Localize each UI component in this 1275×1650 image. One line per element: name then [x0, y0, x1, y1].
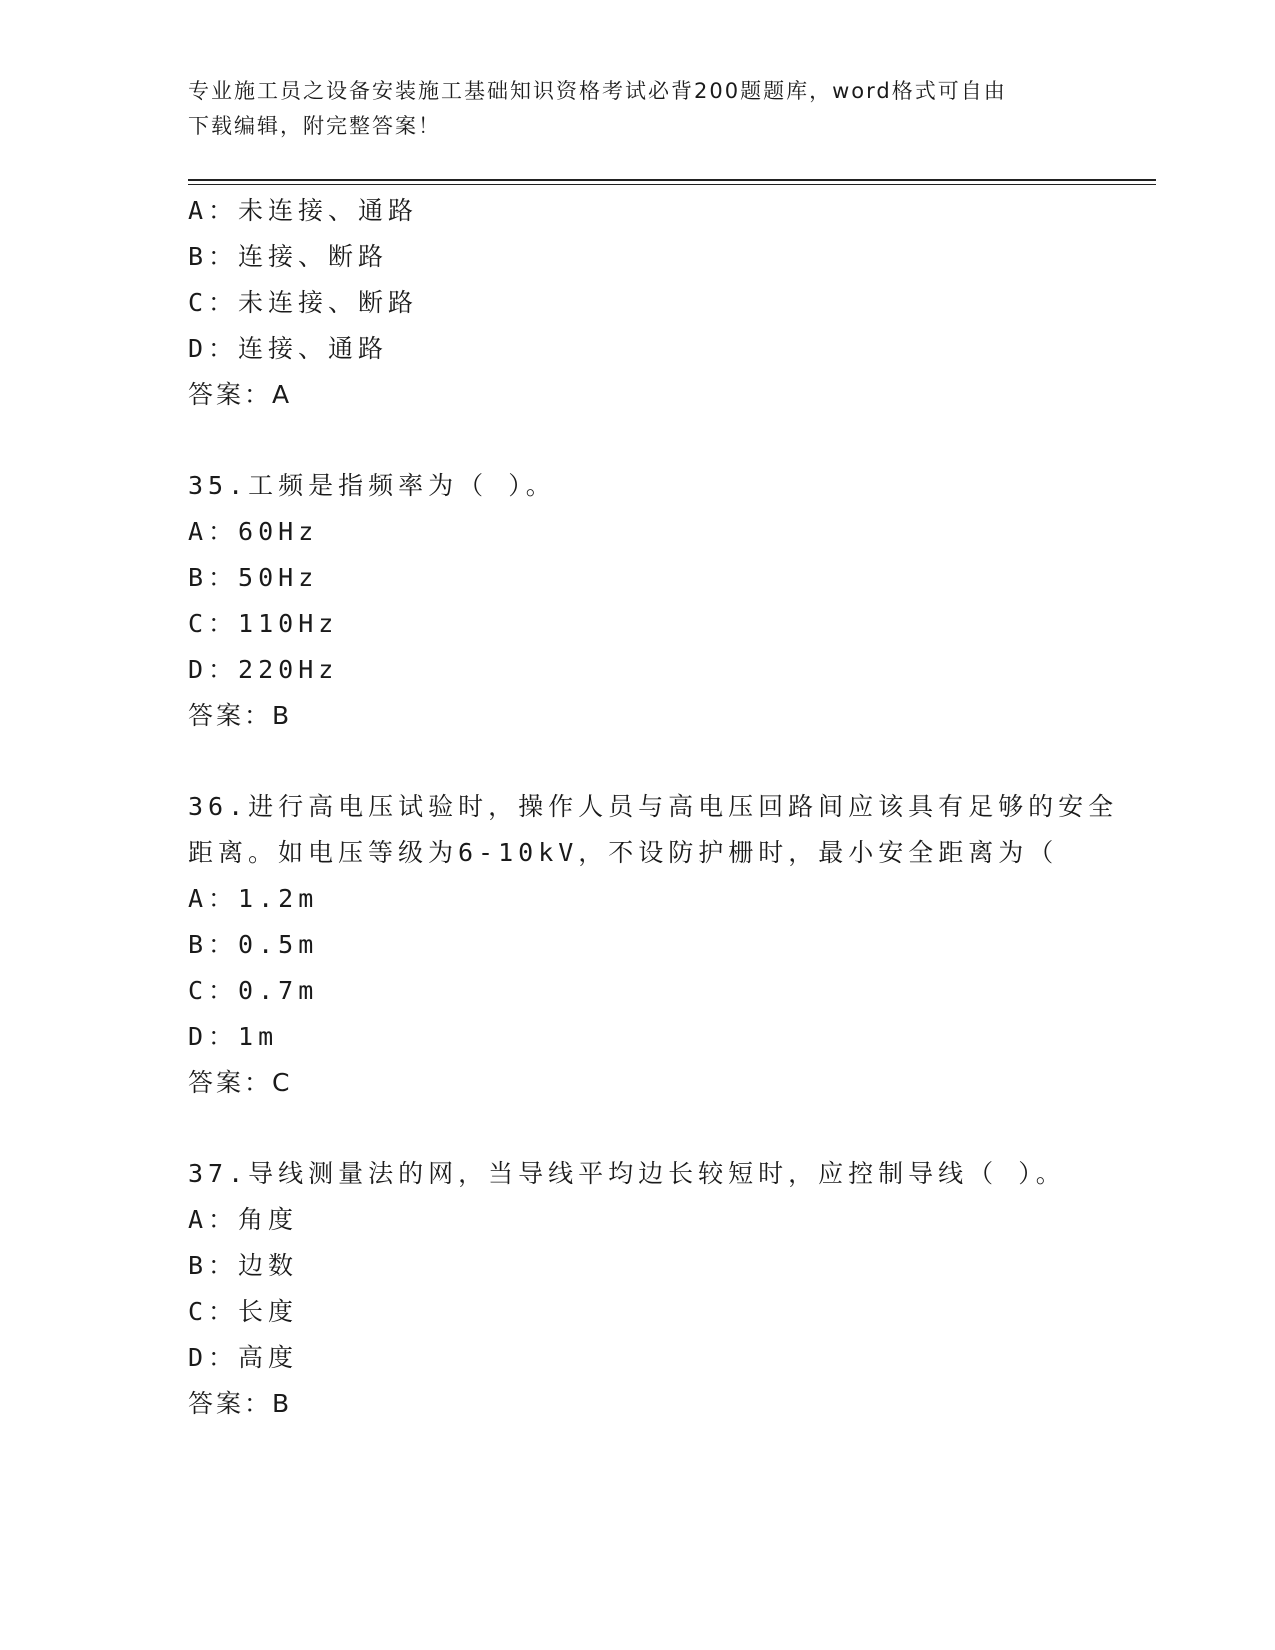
- spacer: [188, 418, 1088, 463]
- header-title-line-2: 下载编辑，附完整答案！: [188, 114, 441, 138]
- answer-line: 答案：C: [188, 1068, 293, 1097]
- answer-line: 答案：B: [188, 701, 293, 730]
- question-36: [188, 784, 1119, 1106]
- question-stem: 35.工频是指频率为（ ）。: [188, 471, 556, 500]
- option-d: D：连接、通路: [188, 334, 389, 363]
- option-b: B：0.5m: [188, 930, 319, 959]
- question-stem-line-1: 36.进行高电压试验时，操作人员与高电压回路间应该具有足够的安全: [188, 792, 1119, 821]
- option-c: C：长度: [188, 1297, 299, 1326]
- spacer: [188, 1106, 1088, 1151]
- document-header: [188, 74, 1088, 144]
- question-34: [188, 188, 1088, 418]
- header-title-line-1: 专业施工员之设备安装施工基础知识资格考试必背200题题库，word格式可自由: [188, 79, 1007, 103]
- question-stem: 37.导线测量法的网，当导线平均边长较短时，应控制导线（ ）。: [188, 1159, 1066, 1188]
- option-a: A：1.2m: [188, 884, 319, 913]
- answer-line: 答案：A: [188, 380, 293, 409]
- option-a: A：未连接、通路: [188, 196, 419, 225]
- option-a: A：角度: [188, 1205, 299, 1234]
- answer-line: 答案：B: [188, 1389, 293, 1418]
- question-stem-line-2: 距离。如电压等级为6-10kV，不设防护栅时，最小安全距离为（: [188, 838, 1059, 867]
- question-35: [188, 463, 1088, 739]
- option-c: C：0.7m: [188, 976, 319, 1005]
- option-c: C：未连接、断路: [188, 288, 419, 317]
- option-b: B：连接、断路: [188, 242, 389, 271]
- option-b: B：50Hz: [188, 563, 319, 592]
- question-list: [188, 188, 1119, 1427]
- option-b: B：边数: [188, 1251, 299, 1280]
- option-c: C：110Hz: [188, 609, 339, 638]
- option-d: D：220Hz: [188, 655, 339, 684]
- option-d: D：1m: [188, 1022, 279, 1051]
- option-a: A：60Hz: [188, 517, 319, 546]
- spacer: [188, 739, 1088, 784]
- option-d: D：高度: [188, 1343, 299, 1372]
- question-37: [188, 1151, 1088, 1427]
- header-divider: [188, 179, 1156, 185]
